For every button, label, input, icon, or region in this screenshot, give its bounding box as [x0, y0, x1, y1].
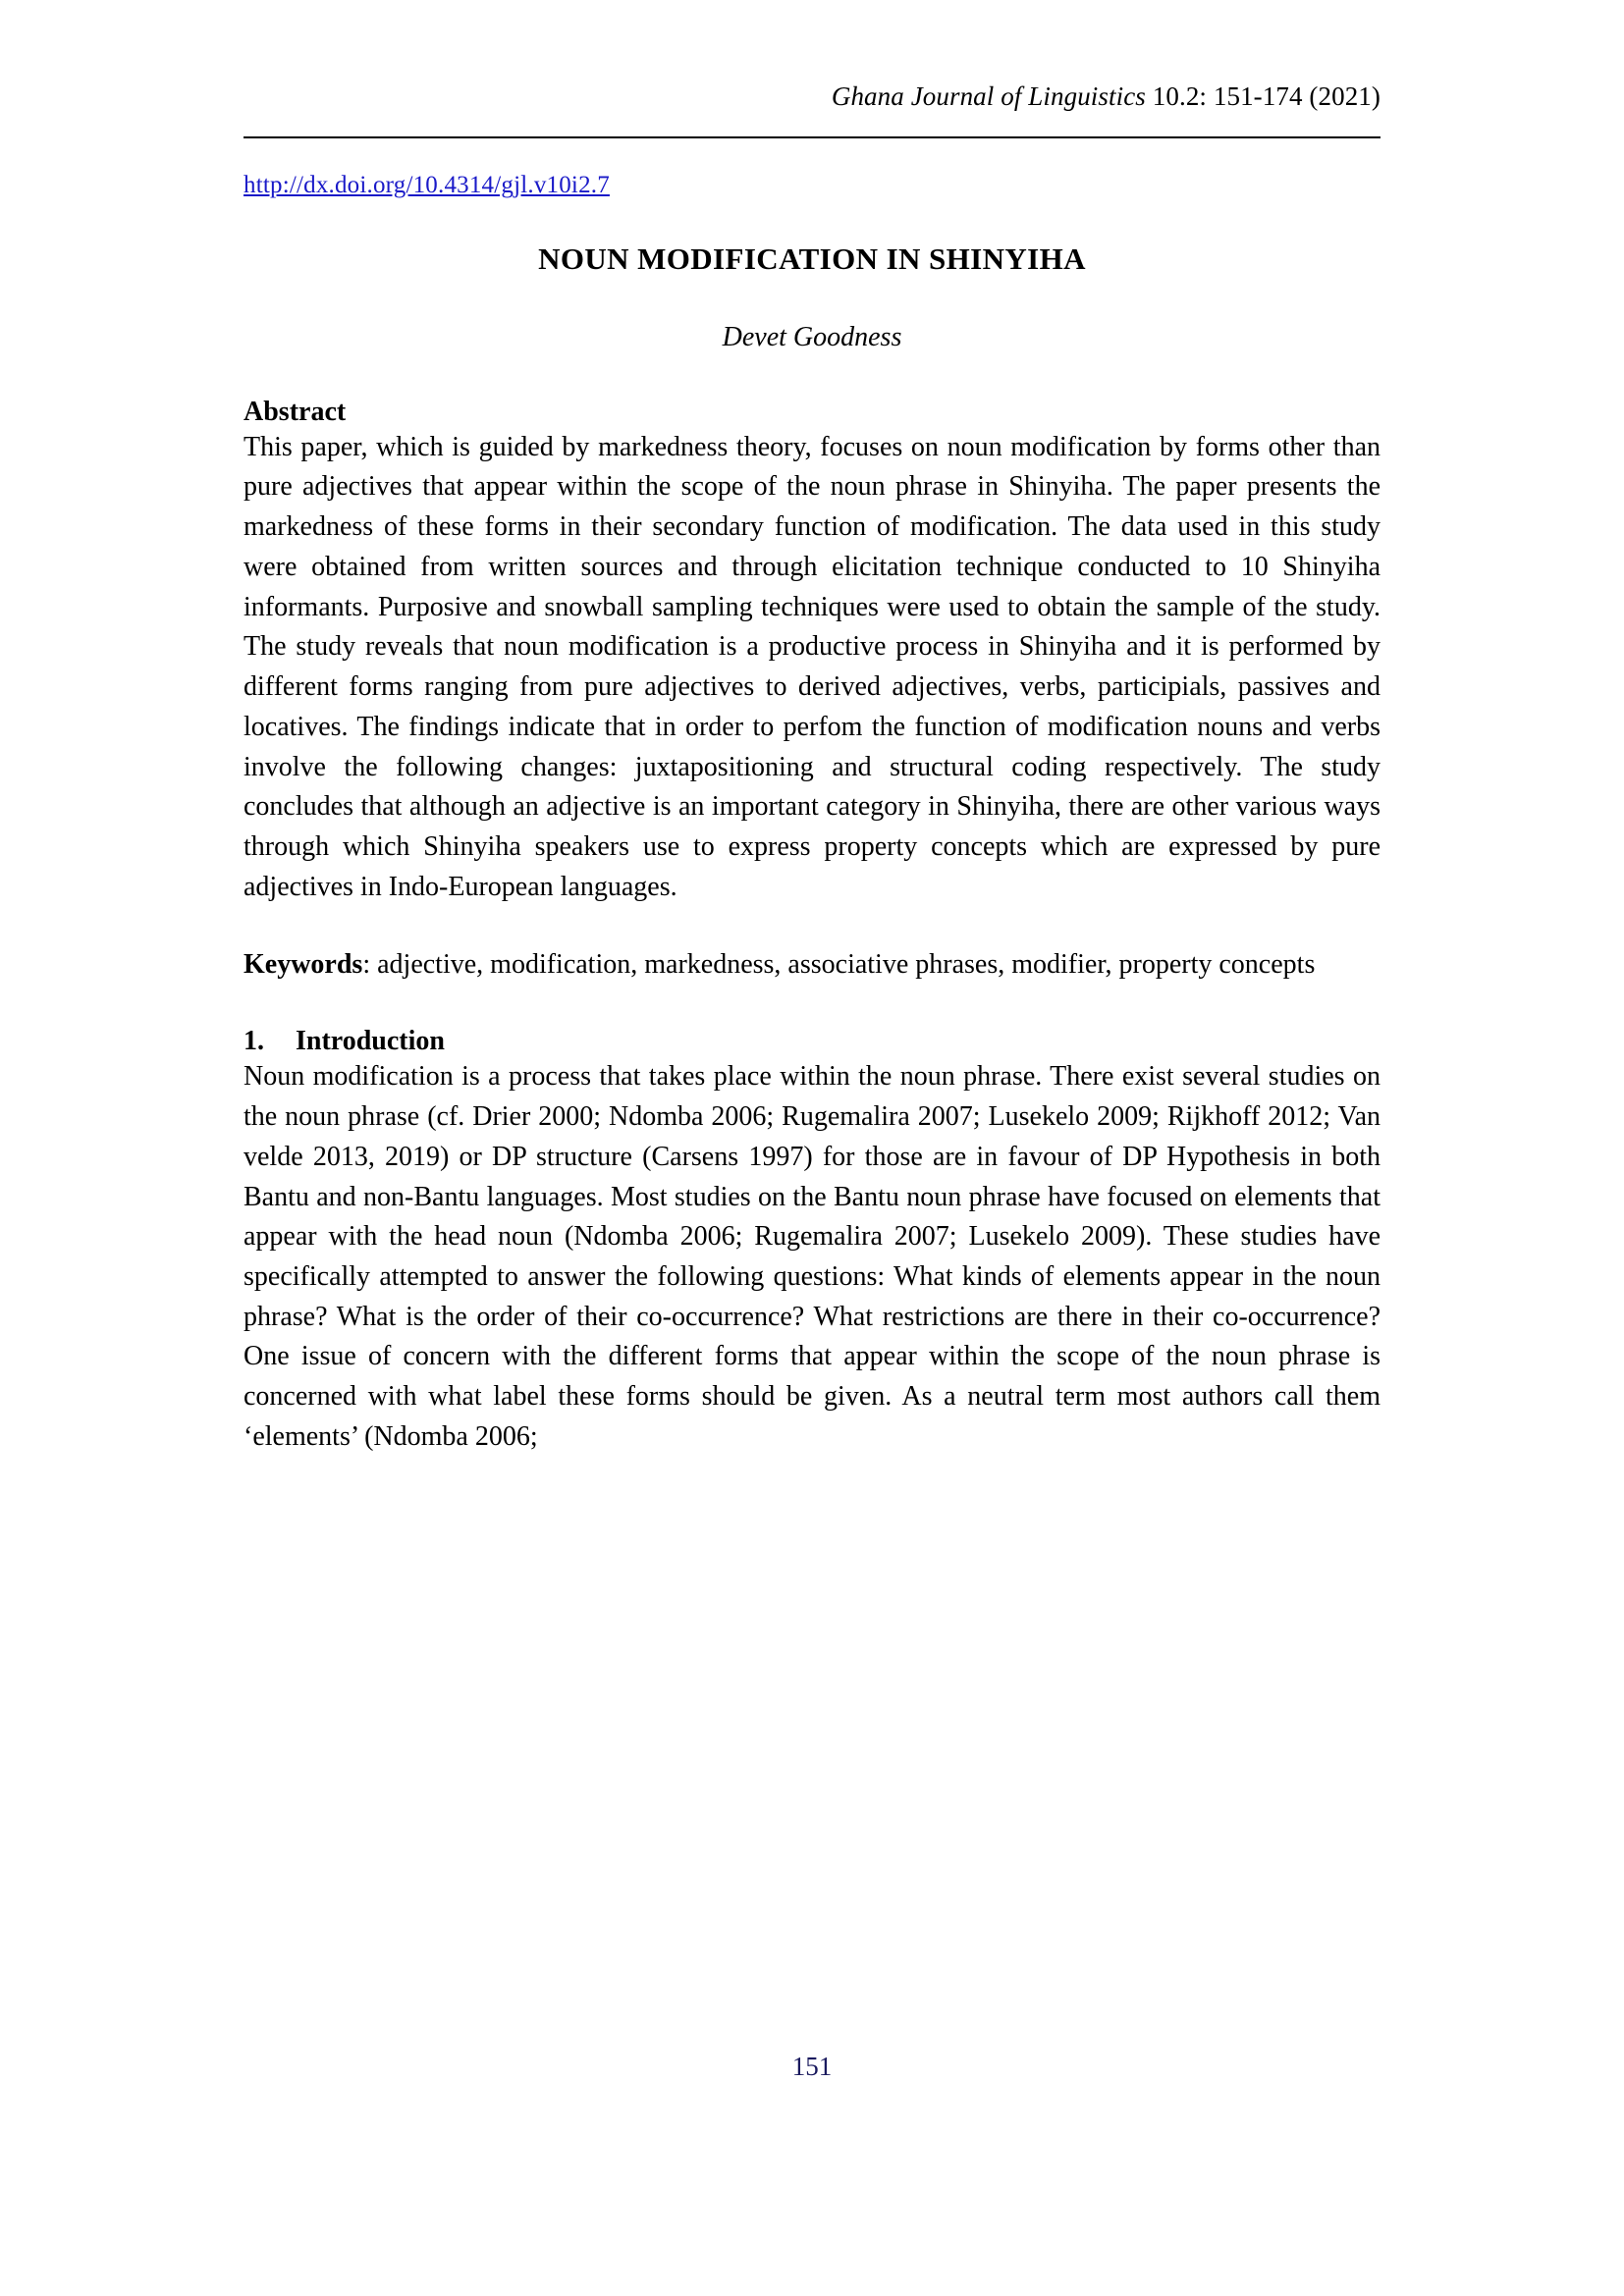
doi-container: [244, 172, 1380, 199]
keywords-separator: :: [362, 948, 378, 980]
journal-name: Ghana Journal of Linguistics: [831, 81, 1146, 111]
page-number: 151: [791, 2052, 833, 2081]
journal-issue-info: 10.2: 151-174 (2021): [1145, 81, 1380, 111]
section-title: Introduction: [296, 1026, 445, 1057]
introduction-paragraph: Noun modification is a process that takes place within the noun phrase. There exist several studies on the noun phrase (cf. Drier 2000; Ndomba 2006; Rugemalira 2007; Lusekelo 2009; Rijkhoff 2012; Van velde 2013, 2019) or DP structure (Carsens 1997) for those are in favour of DP Hypothesis in both Bantu and non-Bantu languages. Most studies on the Bantu noun phrase have focused on elements that appear with the head noun (Ndomba 2006; Rugemalira 2007; Lusekelo 2009). These studies have specifically attempted to answer the following questions: What kinds of elements appear in the noun phrase? What is the order of their co-occurrence? What restrictions are there in their co-occurrence? One issue of concern with the different forms that appear within the scope of the noun phrase is concerned with what label these forms should be given. As a neutral term most authors call them ‘elements’ (Ndomba 2006;: [244, 1061, 1380, 1452]
keywords-list: adjective, modification, markedness, associative phrases, modifier, property concepts: [377, 948, 1316, 980]
running-head: [244, 0, 1380, 114]
header-divider: [244, 136, 1380, 138]
keywords-label: Keywords: [244, 948, 363, 980]
author-name: Devet Goodness: [722, 321, 902, 352]
section-heading-introduction: [244, 1026, 1380, 1057]
abstract-heading: Abstract: [244, 396, 347, 427]
abstract-text: This paper, which is guided by markedness theory, focuses on noun modification by forms other than pure adjectives that appear within the scope of the noun phrase in Shinyiha. The paper presents the markedness of these forms in their secondary function of modification. The data used in this study were obtained from written sources and through elicitation technique conducted to 10 Shinyiha informants. Purposive and snowball sampling techniques were used to obtain the sample of the study. The study reveals that noun modification is a productive process in Shinyiha and it is performed by different forms ranging from pure adjectives to derived adjectives, verbs, participials, passives and locatives. The findings indicate that in order to perfom the function of modification nouns and verbs involve the following changes: juxtapositioning and structural coding respectively. The study concludes that although an adjective is an important category in Shinyiha, there are other various ways through which Shinyiha speakers use to express property concepts which are expressed by pure adjectives in Indo-European languages.: [244, 431, 1380, 902]
page-title: NOUN MODIFICATION IN SHINYIHA: [538, 240, 1086, 276]
doi-link[interactable]: http://dx.doi.org/10.4314/gjl.v10i2.7: [244, 171, 610, 198]
section-number: 1.: [244, 1026, 264, 1057]
keywords-line: [244, 945, 1380, 986]
page-content: [244, 0, 1380, 1458]
